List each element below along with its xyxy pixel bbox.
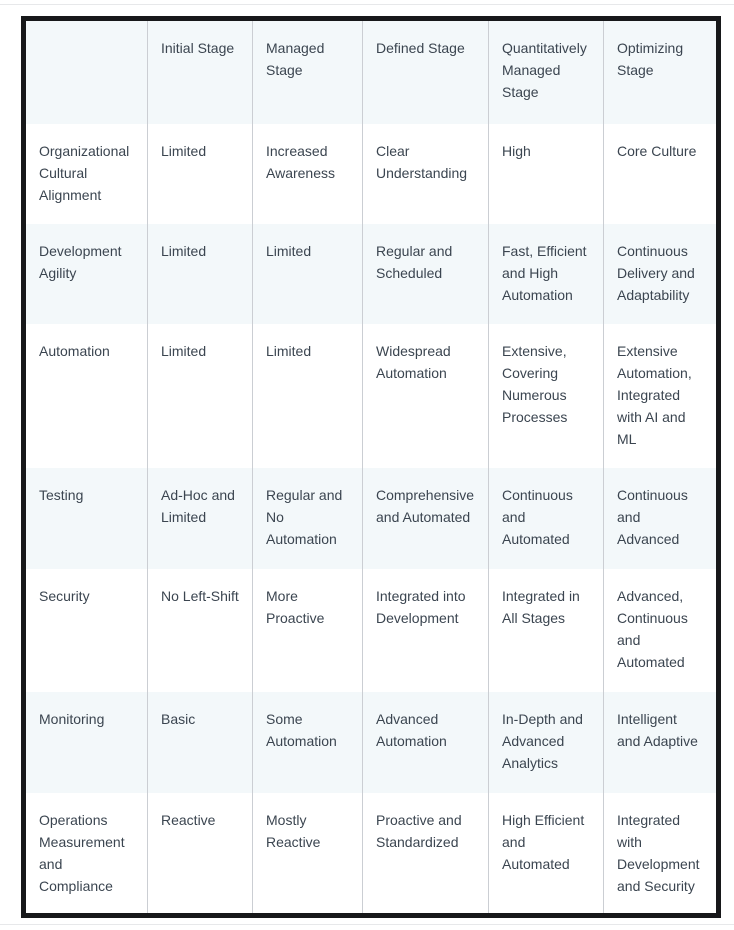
cell: Extensive, Covering Numerous Processes xyxy=(488,324,603,468)
cell: Integrated into Development xyxy=(362,569,488,692)
cell: More Proactive xyxy=(252,569,362,692)
page-divider-bottom xyxy=(0,924,734,925)
row-label: Operations Measurement and Compliance xyxy=(39,812,125,894)
cell: Limited xyxy=(147,124,252,224)
page-divider-top xyxy=(0,4,734,5)
col-header-optimizing-stage: Optimizing Stage xyxy=(603,21,716,124)
devops-maturity-table xyxy=(21,16,721,918)
cell: Comprehensive and Automated xyxy=(362,468,488,569)
cell: Fast, Efficient and High Automation xyxy=(488,224,603,324)
table-row-automation xyxy=(26,324,716,468)
row-label: Automation xyxy=(39,343,110,359)
table-row-operations-measurement-and-compliance xyxy=(26,793,716,913)
cell: Continuous and Advanced xyxy=(603,468,716,569)
cell: High xyxy=(488,124,603,224)
cell: Extensive Automation, Integrated with AI and ML xyxy=(603,324,716,468)
cell: Ad-Hoc and Limited xyxy=(147,468,252,569)
cell: Mostly Reactive xyxy=(252,793,362,913)
table-row-security xyxy=(26,569,716,692)
table-row-development-agility xyxy=(26,224,716,324)
cell: Intelligent and Adaptive xyxy=(603,692,716,793)
cell: Reactive xyxy=(147,793,252,913)
col-header-quantitatively-managed-stage: Quantitatively Managed Stage xyxy=(488,21,603,124)
row-label: Testing xyxy=(39,487,84,503)
cell: Integrated in All Stages xyxy=(488,569,603,692)
cell: Limited xyxy=(147,324,252,468)
cell: Core Culture xyxy=(603,124,716,224)
table-row-monitoring xyxy=(26,692,716,793)
cell: Some Automation xyxy=(252,692,362,793)
cell: Widespread Automation xyxy=(362,324,488,468)
cell: Limited xyxy=(252,224,362,324)
cell: High Efficient and Automated xyxy=(488,793,603,913)
cell: Increased Awareness xyxy=(252,124,362,224)
col-header-managed-stage: Managed Stage xyxy=(252,21,362,124)
row-label: Development Agility xyxy=(39,243,122,281)
cell: Continuous and Automated xyxy=(488,468,603,569)
cell: Limited xyxy=(252,324,362,468)
col-header-initial-stage: Initial Stage xyxy=(147,21,252,124)
cell: Advanced, Continuous and Automated xyxy=(603,569,716,692)
table-row-testing xyxy=(26,468,716,569)
header-row xyxy=(26,21,716,124)
cell: Clear Understanding xyxy=(362,124,488,224)
cell: Basic xyxy=(147,692,252,793)
cell: No Left-Shift xyxy=(147,569,252,692)
row-label: Security xyxy=(39,588,90,604)
corner-cell xyxy=(26,21,147,124)
col-header-defined-stage: Defined Stage xyxy=(362,21,488,124)
row-label: Organizational Cultural Alignment xyxy=(39,143,130,203)
cell: Regular and Scheduled xyxy=(362,224,488,324)
cell: Regular and No Automation xyxy=(252,468,362,569)
cell: Proactive and Standardized xyxy=(362,793,488,913)
cell: Integrated with Development and Security xyxy=(603,793,716,913)
cell: Advanced Automation xyxy=(362,692,488,793)
cell: In-Depth and Advanced Analytics xyxy=(488,692,603,793)
row-label: Monitoring xyxy=(39,711,105,727)
cell: Limited xyxy=(147,224,252,324)
table-row-organizational-cultural-alignment xyxy=(26,124,716,224)
cell: Continuous Delivery and Adaptability xyxy=(603,224,716,324)
